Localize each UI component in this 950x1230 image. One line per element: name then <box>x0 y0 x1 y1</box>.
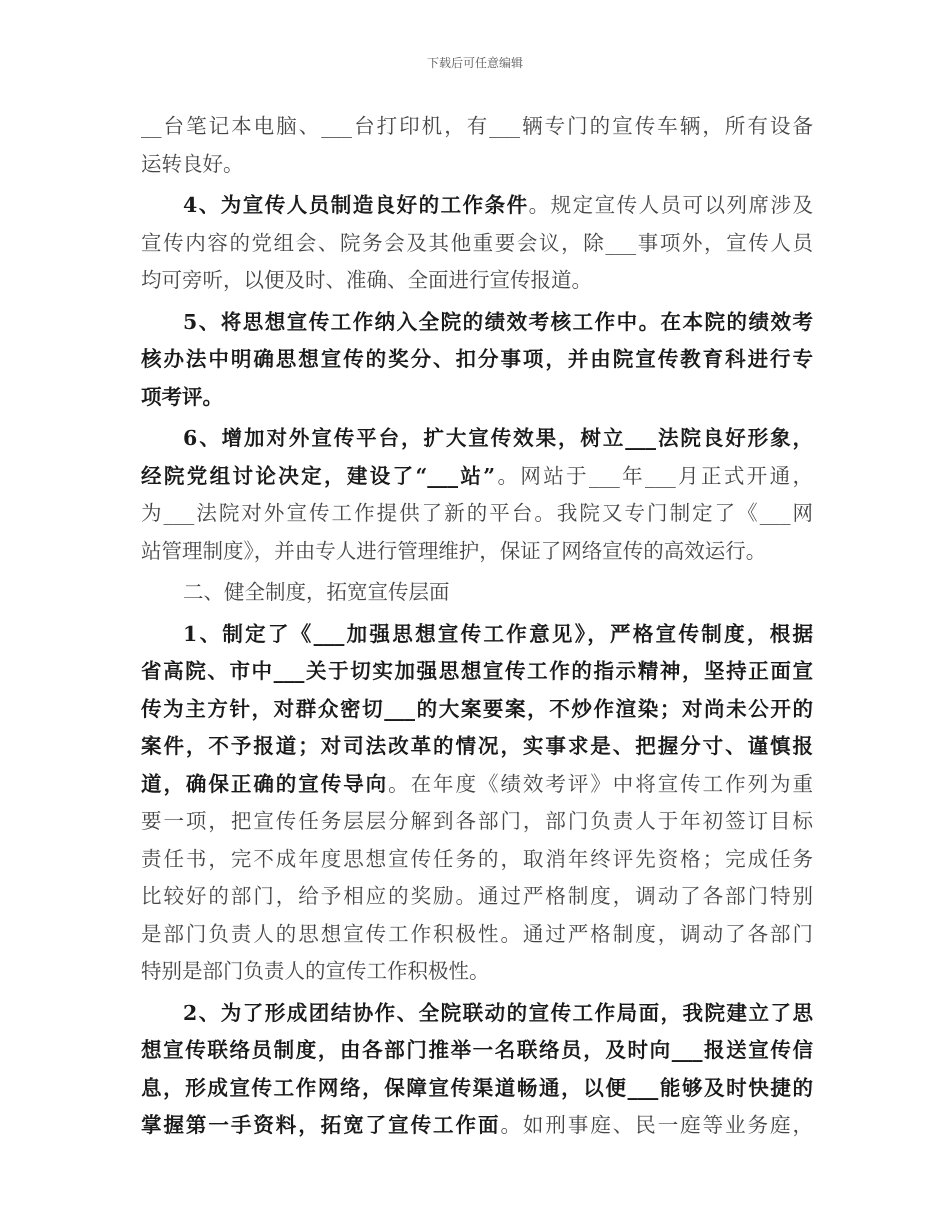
regular-text: 要一项，把宣传任务层层分解到各部门，部门负责人于年初签订目标 <box>141 809 813 833</box>
text-line <box>141 187 813 225</box>
bold-text: 5、将思想宣传工作纳入全院的绩效考核工作中。在本院的绩效考 <box>183 309 813 334</box>
bold-text: 传为主方针，对群众密切___的大案要案，不炒作渲染；对尚未公开的 <box>141 696 813 721</box>
text-line <box>141 766 813 804</box>
text-line <box>141 379 813 417</box>
bold-text: 案件，不予报道；对司法改革的情况，实事求是、把握分寸、谨慎报 <box>141 734 813 758</box>
text-line <box>141 533 813 571</box>
text-line <box>141 691 813 729</box>
bold-text: 2、为了形成团结协作、全院联动的宣传工作局面，我院建立了思 <box>183 1000 813 1025</box>
text-line <box>141 953 813 991</box>
text-line <box>141 916 813 954</box>
text-line <box>141 495 813 533</box>
text-line <box>141 420 813 458</box>
text-line <box>141 995 813 1033</box>
text-line <box>141 574 813 612</box>
regular-text: 运转良好。 <box>141 151 244 176</box>
regular-text: __台笔记本电脑、___台打印机，有___辆专门的宣传车辆，所有设备 <box>141 114 813 138</box>
regular-text: 。规定宣传人员可以列席涉及 <box>528 193 814 217</box>
text-line <box>141 653 813 691</box>
bold-text: 4、为宣传人员制造良好的工作条件 <box>183 193 529 217</box>
regular-text: 比较好的部门，给予相应的奖励。通过严格制度，调动了各部门特别 <box>141 884 813 908</box>
regular-text: 特别是部门负责人的宣传工作积极性。 <box>141 959 490 983</box>
text-line <box>141 304 813 342</box>
regular-text: 。如刑事庭、民一庭等业务庭， <box>500 1113 814 1137</box>
regular-text: 。在年度《绩效考评》中将宣传工作列为重 <box>388 771 814 796</box>
text-line <box>141 803 813 841</box>
text-line <box>141 878 813 916</box>
text-line <box>141 841 813 879</box>
bold-text: 经院党组讨论决定，建设了“___站” <box>141 463 496 488</box>
page-header: 下载后可任意编辑 <box>426 56 523 70</box>
bold-text: 核办法中明确思想宣传的奖分、扣分事项，并由院宣传教育科进行专 <box>141 347 813 371</box>
bold-text: 6、增加对外宣传平台，扩大宣传效果，树立___法院良好形象， <box>183 426 813 450</box>
bold-text: 省高院、市中___关于切实加强思想宣传工作的指示精神，坚持正面宣 <box>141 659 813 683</box>
bold-text: 想宣传联络员制度，由各部门推举一名联络员，及时向___报送宣传信 <box>141 1038 813 1062</box>
text-line <box>141 146 813 184</box>
regular-text: 均可旁听，以便及时、准确、全面进行宣传报道。 <box>141 268 592 292</box>
regular-text: 是部门负责人的思想宣传工作积极性。通过严格制度，调动了各部门 <box>141 921 813 946</box>
regular-text: 站管理制度》，并由专人进行管理维护，保证了网络宣传的高效运行。 <box>141 538 767 563</box>
bold-text: 1、制定了《___加强思想宣传工作意见》，严格宣传制度，根据 <box>183 621 813 646</box>
text-line <box>141 1032 813 1070</box>
regular-text: 为___法院对外宣传工作提供了新的平台。我院又专门制定了《___网 <box>141 501 813 525</box>
bold-text: 道，确保正确的宣传导向 <box>141 771 389 796</box>
bold-text: 项考评。 <box>141 384 223 409</box>
text-line <box>141 1070 813 1108</box>
text-line <box>141 728 813 766</box>
bold-text: 息，形成宣传工作网络，保障宣传渠道畅通，以便___能够及时快捷的 <box>141 1075 813 1100</box>
regular-text: 。网站于___年___月正式开通， <box>495 463 813 488</box>
text-line <box>141 225 813 263</box>
text-line <box>141 458 813 496</box>
regular-text: 宣传内容的党组会、院务会及其他重要会议，除___事项外，宣传人员 <box>141 230 813 255</box>
document-body <box>141 108 813 1145</box>
text-line <box>141 1107 813 1145</box>
regular-text: 二、健全制度，拓宽宣传层面 <box>183 580 450 604</box>
text-line <box>141 616 813 654</box>
text-line <box>141 108 813 146</box>
bold-text: 掌握第一手资料，拓宽了宣传工作面 <box>141 1113 501 1137</box>
regular-text: 责任书，完不成年度思想宣传任务的，取消年终评先资格；完成任务 <box>141 846 813 871</box>
text-line <box>141 262 813 300</box>
text-line <box>141 341 813 379</box>
